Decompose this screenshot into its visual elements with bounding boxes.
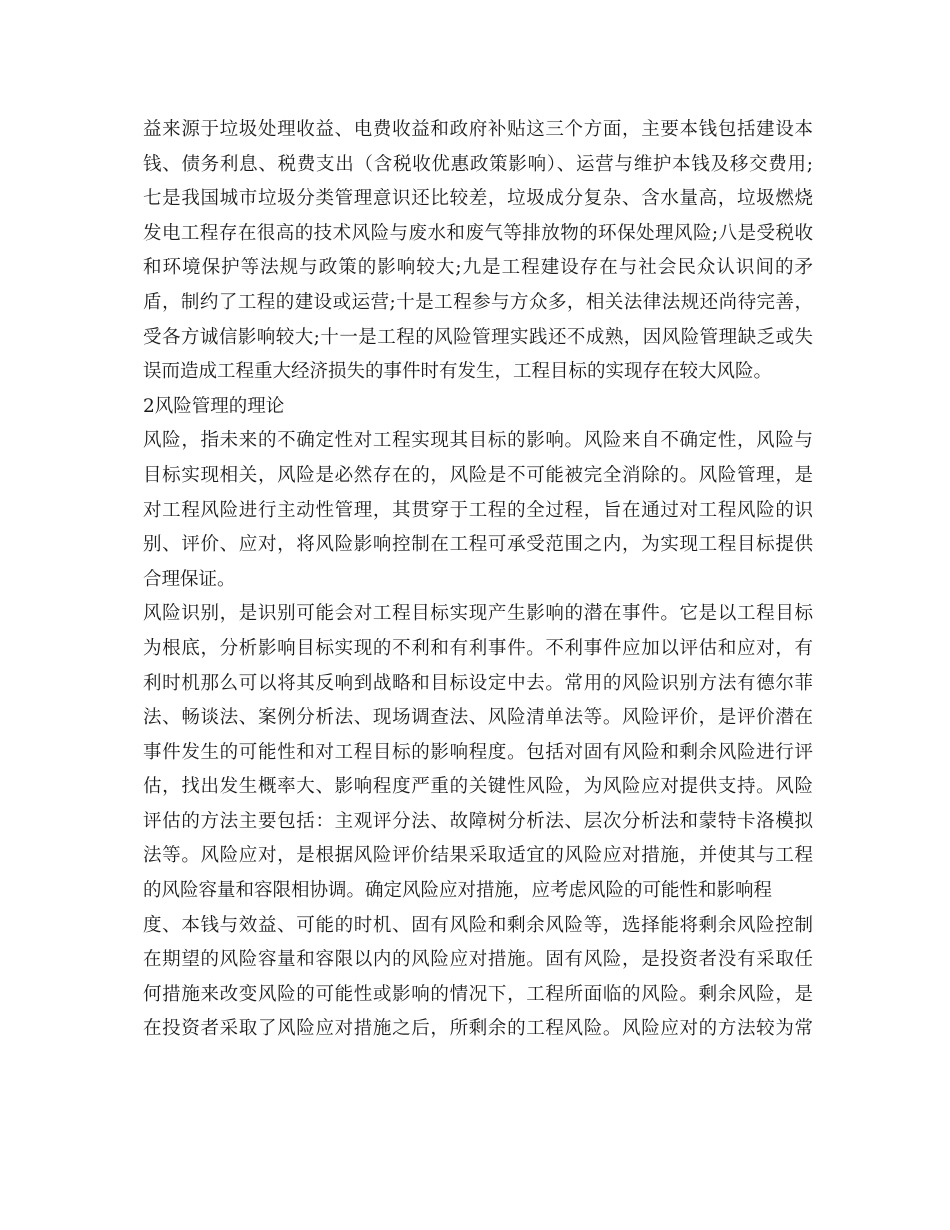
text-line: 风险，指未来的不确定性对工程实现其目标的影响。风险来自不确定性，风险与 <box>143 430 813 452</box>
text-line: 在期望的风险容量和容限以内的风险应对措施。固有风险，是投资者没有采取任 <box>143 949 813 971</box>
text-line: 事件发生的可能性和对工程目标的影响程度。包括对固有风险和剩余风险进行评 <box>143 741 813 763</box>
text-line: 钱、债务利息、税费支出（含税收优惠政策影响）、运营与维护本钱及移交费用; <box>143 153 813 175</box>
text-line: 受各方诚信影响较大;十一是工程的风险管理实践还不成熟，因风险管理缺乏或失 <box>143 326 813 348</box>
text-line: 的风险容量和容限相协调。确定风险应对措施，应考虑风险的可能性和影响程 <box>143 880 773 902</box>
document-body <box>143 113 813 1047</box>
text-line: 误而造成工程重大经济损失的事件时有发生，工程目标的实现存在较大风险。 <box>143 361 773 383</box>
text-line: 目标实现相关，风险是必然存在的，风险是不可能被完全消除的。风险管理，是 <box>143 464 813 486</box>
text-line: 何措施来改变风险的可能性或影响的情况下，工程所面临的风险。剩余风险，是 <box>143 983 813 1005</box>
text-line: 为根底，分析影响目标实现的不利和有利事件。不利事件应加以评估和应对，有 <box>143 637 813 659</box>
text-line: 度、本钱与效益、可能的时机、固有风险和剩余风险等，选择能将剩余风险控制 <box>143 914 813 936</box>
text-line: 法、畅谈法、案例分析法、现场调查法、风险清单法等。风险评价，是评价潜在 <box>143 707 813 729</box>
text-line: 七是我国城市垃圾分类管理意识还比较差，垃圾成分复杂、含水量高，垃圾燃烧 <box>143 188 813 210</box>
text-line: 在投资者采取了风险应对措施之后，所剩余的工程风险。风险应对的方法较为常 <box>143 1018 813 1040</box>
text-line: 法等。风险应对，是根据风险评价结果采取适宜的风险应对措施，并使其与工程 <box>143 845 813 867</box>
text-line: 和环境保护等法规与政策的影响较大;九是工程建设存在与社会民众认识间的矛 <box>143 257 813 279</box>
text-line: 别、评价、应对，将风险影响控制在工程可承受范围之内，为实现工程目标提供 <box>143 534 813 556</box>
text-line: 益来源于垃圾处理收益、电费收益和政府补贴这三个方面，主要本钱包括建设本 <box>143 119 813 140</box>
text-line: 利时机那么可以将其反响到战略和目标设定中去。常用的风险识别方法有德尔菲 <box>143 672 813 694</box>
text-line: 评估的方法主要包括：主观评分法、故障树分析法、层次分析法和蒙特卡洛模拟 <box>143 810 813 832</box>
text-line: 盾，制约了工程的建设或运营;十是工程参与方众多，相关法律法规还尚待完善， <box>143 291 813 313</box>
text-line: 估，找出发生概率大、影响程度严重的关键性风险，为风险应对提供支持。风险 <box>143 776 813 798</box>
text-line: 风险识别，是识别可能会对工程目标实现产生影响的潜在事件。它是以工程目标 <box>143 603 813 625</box>
text-line: 合理保证。 <box>143 568 236 590</box>
text-line: 2风险管理的理论 <box>143 395 285 417</box>
text-line: 发电工程存在很高的技术风险与废水和废气等排放物的环保处理风险;八是受税收 <box>143 222 813 244</box>
text-line: 对工程风险进行主动性管理，其贯穿于工程的全过程，旨在通过对工程风险的识 <box>143 499 813 521</box>
